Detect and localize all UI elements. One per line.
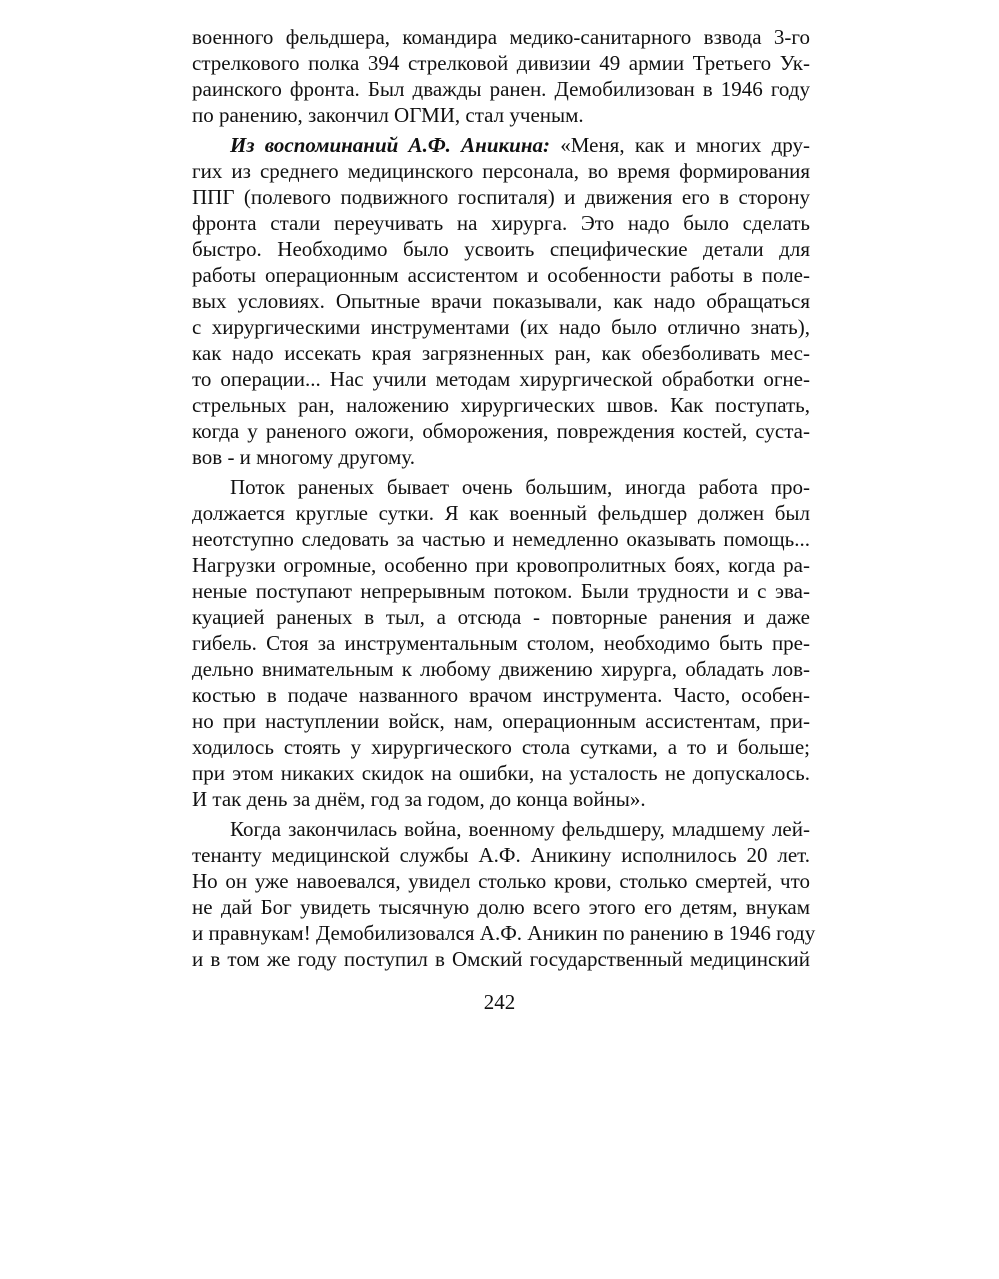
text-line: ППГ (полевого подвижного госпиталя) и движения его в сторону xyxy=(192,185,810,209)
text-line: должается круглые сутки. Я как военный фельдшер должен был xyxy=(192,501,810,525)
text-line: с хирургическими инструментами (их надо было отлично знать), xyxy=(192,315,810,339)
text-line: как надо иссекать края загрязненных ран, как обезболивать мес- xyxy=(192,341,810,365)
text-line: раинского фронта. Был дважды ранен. Демобилизован в 1946 году xyxy=(192,77,810,101)
text-line: стрельных ран, наложению хирургических швов. Как поступать, xyxy=(192,393,810,417)
text-line: вых условиях. Опытные врачи показывали, как надо обращаться xyxy=(192,289,810,313)
text-line: вов - и многому другому. xyxy=(192,445,415,469)
text-line: работы операционным ассистентом и особенности работы в поле- xyxy=(192,263,810,287)
text-line: Нагрузки огромные, особенно при кровопролитных боях, когда ра- xyxy=(192,553,810,577)
page-body xyxy=(192,24,816,972)
text-line: когда у раненого ожоги, обморожения, повреждения костей, суста- xyxy=(192,419,810,443)
paragraph-3 xyxy=(192,474,810,812)
text-line: военного фельдшера, командира медико-санитарного взвода 3-го xyxy=(192,25,810,49)
paragraph-2 xyxy=(192,132,810,470)
text-line: и правнукам! Демобилизовался А.Ф. Аникин по ранению в 1946 году xyxy=(192,921,816,945)
memoir-lead: Из воспоминаний А.Ф. Аникина: xyxy=(230,133,550,157)
text-line-with-lead xyxy=(192,132,810,158)
text-line: костью в подаче названного врачом инструмента. Часто, особен- xyxy=(192,683,810,707)
paragraph-4 xyxy=(192,816,816,972)
text-line: гибель. Стоя за инструментальным столом, необходимо быть пре- xyxy=(192,631,810,655)
text-line: И так день за днём, год за годом, до конца войны». xyxy=(192,787,646,811)
text-line: тенанту медицинской службы А.Ф. Аникину исполнилось 20 лет. xyxy=(192,843,810,867)
text-line: ходилось стоять у хирургического стола сутками, а то и больше; xyxy=(192,735,810,759)
text-line: по ранению, закончил ОГМИ, стал ученым. xyxy=(192,103,584,127)
text-line: неотступно следовать за частью и немедленно оказывать помощь... xyxy=(192,527,810,551)
text-line: Но он уже навоевался, увидел столько крови, столько смертей, что xyxy=(192,869,810,893)
text-line: стрелкового полка 394 стрелковой дивизии 49 армии Третьего Ук- xyxy=(192,51,810,75)
text-line: при этом никаких скидок на ошибки, на усталость не допускалось. xyxy=(192,761,810,785)
text-line: гих из среднего медицинского персонала, во время формирования xyxy=(192,159,810,183)
text-line: но при наступлении войск, нам, операционным ассистентам, при- xyxy=(192,709,810,733)
text-line: Когда закончилась война, военному фельдшеру, младшему лей- xyxy=(230,817,810,841)
text-line: фронта стали переучивать на хирурга. Это надо было сделать xyxy=(192,211,810,235)
text-line: то операции... Нас учили методам хирургической обработки огне- xyxy=(192,367,810,391)
text-line: дельно внимательным к любому движению хирурга, обладать лов- xyxy=(192,657,810,681)
paragraph-1 xyxy=(192,24,810,128)
text-line: неные поступают непрерывным потоком. Были трудности и с эва- xyxy=(192,579,810,603)
text-line: и в том же году поступил в Омский государственный медицинский xyxy=(192,947,810,971)
text-line: Поток раненых бывает очень большим, иногда работа про- xyxy=(230,475,810,499)
text-fragment: «Меня, как и многих дру- xyxy=(549,133,810,157)
text-line: быстро. Необходимо было усвоить специфические детали для xyxy=(192,237,810,261)
text-line: не дай Бог увидеть тысячную долю всего этого его детям, внукам xyxy=(192,895,810,919)
page-number: 242 xyxy=(483,990,516,1014)
text-line: куацией раненых в тыл, а отсюда - повторные ранения и даже xyxy=(192,605,810,629)
